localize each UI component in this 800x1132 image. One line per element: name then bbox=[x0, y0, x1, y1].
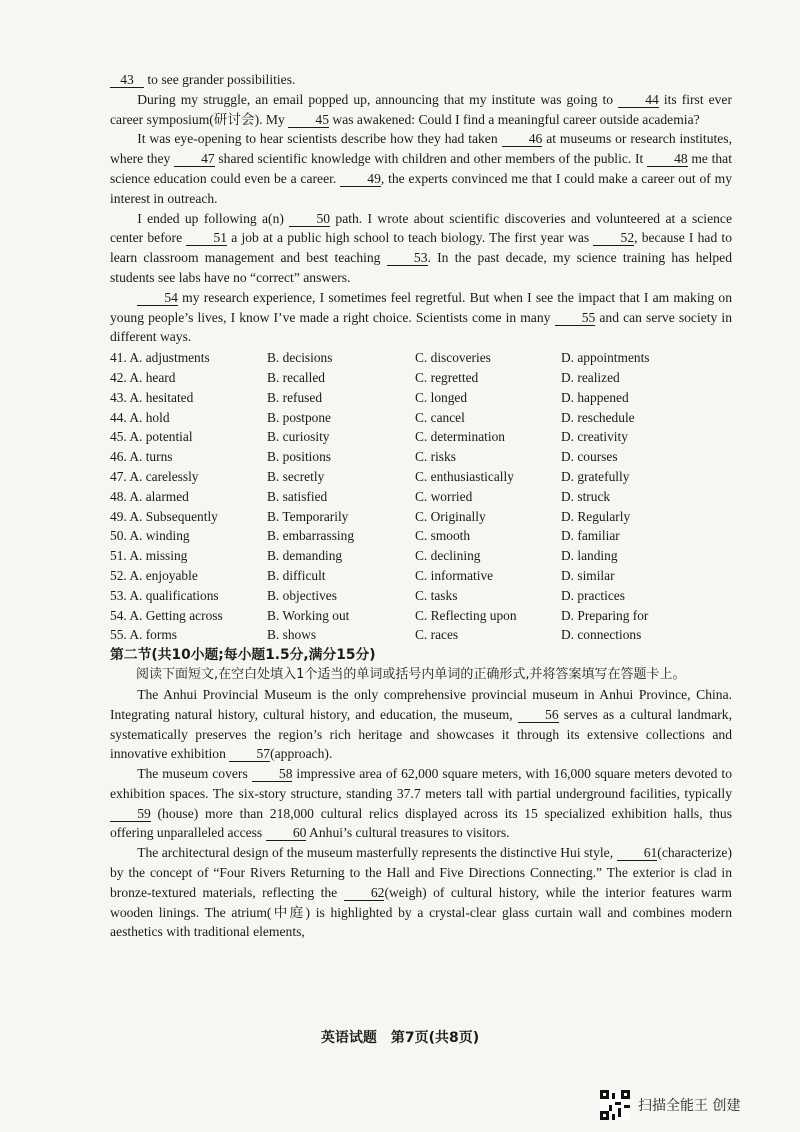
option-a: 42. A. heard bbox=[110, 369, 176, 385]
option-a: 47. A. carelessly bbox=[110, 468, 199, 484]
paragraph bbox=[110, 209, 732, 288]
option-c: C. determination bbox=[415, 429, 505, 445]
text-segment: its first ever career symposium(研讨会). My bbox=[110, 91, 732, 127]
text-segment: It was eye-opening to hear scientists describe how they had taken bbox=[137, 131, 502, 147]
blank-58: 58 bbox=[252, 766, 293, 782]
option-d: D. happened bbox=[561, 389, 629, 405]
option-c: C. smooth bbox=[415, 528, 471, 544]
option-row bbox=[110, 526, 732, 546]
blank-51: 51 bbox=[186, 230, 227, 246]
text-segment: and can serve society in different ways. bbox=[110, 309, 732, 345]
option-c: C. worried bbox=[415, 488, 473, 504]
option-d: D. Regularly bbox=[561, 508, 631, 524]
text-segment: impressive area of 62,000 square meters, with 16,000 square meters devoted to exhibition spaces. The six-story structure, standing 37.7 meters tall with partial underground facilities, typically bbox=[110, 766, 732, 801]
option-row bbox=[110, 447, 732, 467]
text-segment: I ended up following a(n) bbox=[137, 210, 290, 226]
option-b: B. demanding bbox=[267, 548, 343, 564]
option-c: C. cancel bbox=[415, 409, 465, 425]
option-b: B. decisions bbox=[267, 350, 333, 366]
option-row bbox=[110, 427, 732, 447]
option-c: C. tasks bbox=[415, 587, 458, 603]
text-segment: path. I wrote about scientific discoveries and volunteered at a science center before bbox=[110, 210, 732, 246]
option-d: D. courses bbox=[561, 449, 618, 465]
grammar-passage bbox=[110, 685, 732, 942]
scanner-watermark bbox=[600, 1090, 740, 1120]
option-b: B. embarrassing bbox=[267, 528, 355, 544]
option-b: B. recalled bbox=[267, 369, 325, 385]
option-c: C. informative bbox=[415, 567, 494, 583]
blank-57: 57 bbox=[229, 746, 270, 762]
text-segment: (house) more than 218,000 cultural relics displayed across its 15 specialized exhibition halls, thus offering unparalleled access bbox=[110, 805, 732, 841]
text-segment: The museum covers bbox=[137, 766, 252, 782]
blank-46: 46 bbox=[502, 131, 543, 147]
option-a: 55. A. forms bbox=[110, 627, 177, 643]
option-row bbox=[110, 467, 732, 487]
text-segment: During my struggle, an email popped up, announcing that my institute was going to bbox=[137, 91, 619, 107]
text-segment: me that science education could even be a career. bbox=[110, 151, 732, 186]
option-row bbox=[110, 606, 732, 626]
blank-61: 61 bbox=[617, 845, 658, 861]
option-b: B. refused bbox=[267, 389, 323, 405]
blank-56: 56 bbox=[518, 707, 559, 723]
option-d: D. connections bbox=[561, 627, 642, 643]
paragraph bbox=[110, 843, 732, 942]
blank-50: 50 bbox=[289, 211, 330, 227]
cloze-options bbox=[110, 348, 732, 645]
blank-53: 53 bbox=[387, 250, 428, 266]
blank-48: 48 bbox=[647, 151, 688, 167]
option-a: 49. A. Subsequently bbox=[110, 508, 218, 524]
option-c: C. discoveries bbox=[415, 350, 491, 366]
option-a: 52. A. enjoyable bbox=[110, 567, 198, 583]
option-d: D. landing bbox=[561, 548, 618, 564]
option-c: C. risks bbox=[415, 449, 456, 465]
cloze-passage bbox=[110, 70, 732, 347]
option-c: C. declining bbox=[415, 548, 481, 564]
option-a: 43. A. hesitated bbox=[110, 389, 194, 405]
blank-55: 55 bbox=[555, 310, 596, 326]
option-b: B. curiosity bbox=[267, 429, 330, 445]
option-c: C. longed bbox=[415, 389, 468, 405]
option-row bbox=[110, 546, 732, 566]
text-segment: (approach). bbox=[270, 746, 333, 762]
option-a: 53. A. qualifications bbox=[110, 587, 219, 603]
option-row bbox=[110, 586, 732, 606]
exam-page bbox=[110, 70, 732, 942]
option-c: C. Reflecting upon bbox=[415, 607, 517, 623]
option-d: D. familiar bbox=[561, 528, 620, 544]
blank-43: 43 bbox=[110, 72, 144, 88]
text-segment: was awakened: Could I find a meaningful career outside academia? bbox=[328, 111, 700, 127]
paragraph bbox=[110, 90, 732, 130]
option-d: D. Preparing for bbox=[561, 607, 649, 623]
option-a: 51. A. missing bbox=[110, 548, 188, 564]
text-segment: , because I had to learn classroom management and best teaching bbox=[110, 230, 733, 266]
text-segment: serves as a cultural landmark, systematically preserves the region’s rich heritage and showcases it through its extensive collections and innovative exhibition bbox=[110, 706, 732, 762]
text-segment: (weigh) of cultural history, while the interior features warm wooden linings. The atrium(中庭) is highlighted by a crystal-clear glass curtain wall and combines modern aesthetics with traditional elements, bbox=[110, 884, 732, 940]
option-c: C. races bbox=[415, 627, 459, 643]
text-segment: my research experience, I sometimes feel regretful. But when I see the impact that I am making on young people’s lives, I know I’ve made a right choice. Scientists come in many bbox=[110, 289, 732, 325]
blank-60: 60 bbox=[266, 825, 307, 841]
text-segment: shared scientific knowledge with children and other members of the public. It bbox=[214, 151, 647, 167]
option-row bbox=[110, 566, 732, 586]
paragraph bbox=[110, 685, 732, 764]
blank-52: 52 bbox=[593, 230, 634, 246]
option-row bbox=[110, 507, 732, 527]
option-b: B. secretly bbox=[267, 468, 325, 484]
option-b: B. shows bbox=[267, 627, 317, 643]
option-row bbox=[110, 348, 732, 368]
option-b: B. postpone bbox=[267, 409, 331, 425]
text-segment: , the experts convinced me that I could make a career out of my interest in outreach. bbox=[110, 170, 732, 206]
section-instruction: 阅读下面短文,在空白处填入1个适当的单词或括号内单词的正确形式,并将答案填写在答题卡上。 bbox=[136, 667, 686, 683]
option-b: B. Working out bbox=[267, 607, 350, 623]
option-a: 45. A. potential bbox=[110, 429, 193, 445]
paragraph bbox=[110, 129, 732, 208]
option-d: D. gratefully bbox=[561, 468, 630, 484]
text-segment: . In the past decade, my science training has helped students see labs have no “correct” answers. bbox=[110, 250, 732, 285]
blank-49: 49 bbox=[340, 171, 381, 187]
option-a: 50. A. winding bbox=[110, 528, 190, 544]
text-segment: (characterize) by the concept of “Four Rivers Returning to the Hall and Five Directions Connecting.” The exterior is clad in bronze-textured materials, reflecting the bbox=[110, 845, 732, 900]
option-c: C. Originally bbox=[415, 508, 486, 524]
option-b: B. difficult bbox=[267, 567, 326, 583]
blank-45: 45 bbox=[288, 112, 329, 128]
section-heading: 第二节(共10小题;每小题1.5分,满分15分) bbox=[110, 647, 376, 664]
text-segment: Anhui’s cultural treasures to visitors. bbox=[306, 825, 510, 841]
text-segment: a job at a public high school to teach biology. The first year was bbox=[227, 230, 594, 246]
option-c: C. regretted bbox=[415, 369, 479, 385]
text-segment: The architectural design of the museum masterfully represents the distinctive Hui style, bbox=[137, 845, 617, 861]
option-row bbox=[110, 388, 732, 408]
option-a: 44. A. hold bbox=[110, 409, 170, 425]
blank-47: 47 bbox=[174, 151, 215, 167]
paragraph bbox=[110, 288, 732, 347]
option-row bbox=[110, 487, 732, 507]
option-a: 46. A. turns bbox=[110, 449, 173, 465]
option-b: B. objectives bbox=[267, 587, 337, 603]
qr-code-icon bbox=[600, 1090, 630, 1120]
blank-54: 54 bbox=[137, 290, 178, 306]
option-b: B. satisfied bbox=[267, 488, 328, 504]
blank-44: 44 bbox=[618, 92, 659, 108]
option-d: D. realized bbox=[561, 369, 620, 385]
option-c: C. enthusiastically bbox=[415, 468, 514, 484]
option-b: B. positions bbox=[267, 449, 331, 465]
option-d: D. creativity bbox=[561, 429, 628, 445]
option-row bbox=[110, 408, 732, 428]
option-d: D. struck bbox=[561, 488, 611, 504]
blank-59: 59 bbox=[110, 806, 151, 822]
page-footer: 英语试题 第7页(共8页) bbox=[320, 1030, 480, 1046]
option-d: D. reschedule bbox=[561, 409, 635, 425]
option-row bbox=[110, 625, 732, 645]
option-b: B. Temporarily bbox=[267, 508, 349, 524]
text-segment: to see grander possibilities. bbox=[144, 72, 296, 87]
option-a: 48. A. alarmed bbox=[110, 488, 189, 504]
option-a: 41. A. adjustments bbox=[110, 350, 210, 366]
option-d: D. appointments bbox=[561, 350, 650, 366]
paragraph bbox=[110, 70, 732, 90]
option-d: D. similar bbox=[561, 567, 615, 583]
text-segment: The Anhui Provincial Museum is the only comprehensive provincial museum in Anhui Province, China. Integrating natural history, cultural history, and education, the museum, bbox=[110, 686, 732, 722]
paragraph bbox=[110, 764, 732, 843]
option-d: D. practices bbox=[561, 587, 625, 603]
watermark-text: 扫描全能王 创建 bbox=[638, 1098, 741, 1114]
blank-62: 62 bbox=[344, 885, 385, 901]
option-row bbox=[110, 368, 732, 388]
option-a: 54. A. Getting across bbox=[110, 607, 223, 623]
text-segment: at museums or research institutes, where they bbox=[110, 131, 732, 167]
